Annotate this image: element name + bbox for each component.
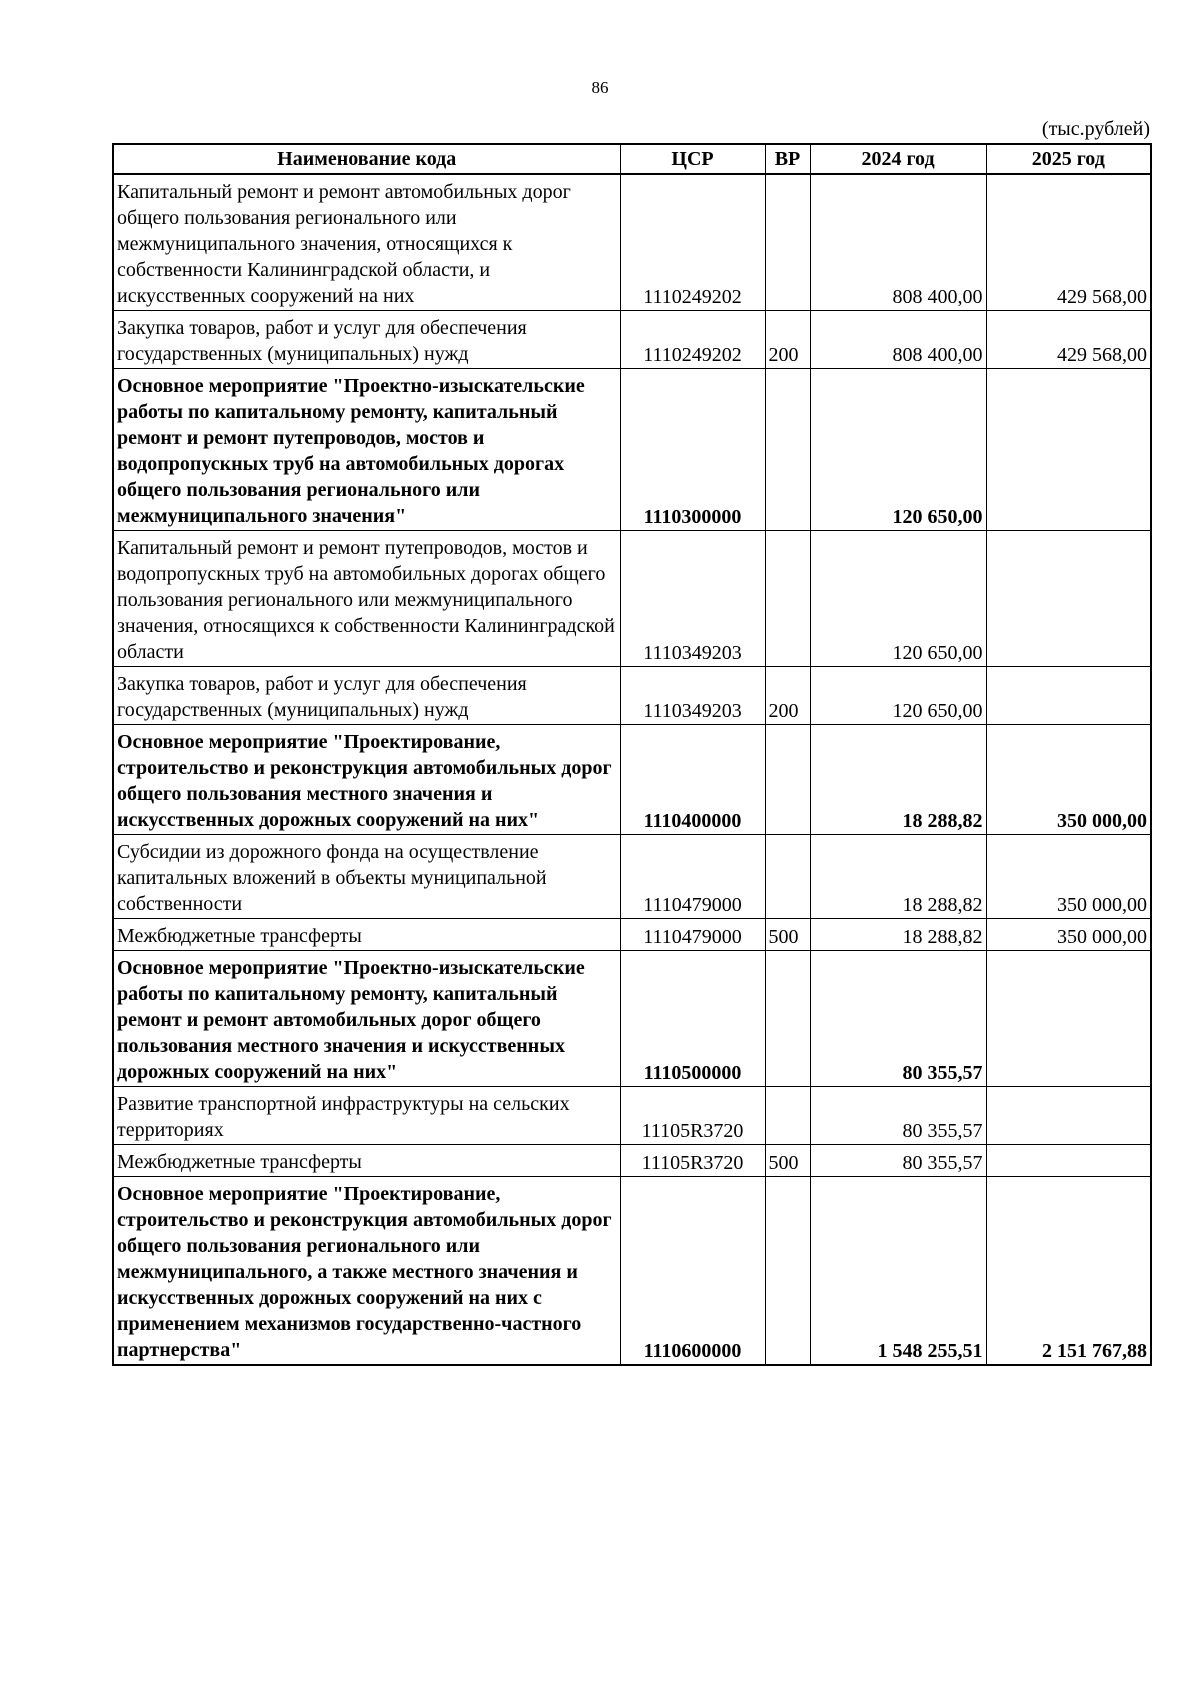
row-csr: 1110249202 <box>620 174 765 311</box>
header-2025: 2025 год <box>986 144 1151 174</box>
table-row <box>113 531 1151 667</box>
row-vr: 500 <box>765 1145 810 1177</box>
row-csr: 11105R3720 <box>620 1087 765 1145</box>
row-2024: 18 288,82 <box>810 835 986 919</box>
row-2024: 18 288,82 <box>810 919 986 951</box>
row-csr: 1110500000 <box>620 951 765 1087</box>
row-csr: 1110349203 <box>620 531 765 667</box>
row-csr: 1110479000 <box>620 835 765 919</box>
table-row <box>113 667 1151 725</box>
row-2025 <box>986 951 1151 1087</box>
header-vr: ВР <box>765 144 810 174</box>
row-2025 <box>986 531 1151 667</box>
row-csr: 11105R3720 <box>620 1145 765 1177</box>
row-2024: 18 288,82 <box>810 725 986 835</box>
row-vr <box>765 1087 810 1145</box>
units-label: (тыс.рублей) <box>1041 118 1150 140</box>
table-row-main-event <box>113 725 1151 835</box>
header-2024: 2024 год <box>810 144 986 174</box>
row-vr: 200 <box>765 311 810 369</box>
row-2025: 429 568,00 <box>986 311 1151 369</box>
row-2025: 350 000,00 <box>986 835 1151 919</box>
row-name: Основное мероприятие "Проектирование, строительство и реконструкция автомобильных дорог общего пользования местного значения и искусственных дорожных сооружений на них" <box>113 725 620 835</box>
row-2025 <box>986 1087 1151 1145</box>
table-row-main-event <box>113 1177 1151 1366</box>
row-vr <box>765 531 810 667</box>
row-vr <box>765 174 810 311</box>
row-name: Развитие транспортной инфраструктуры на сельских территориях <box>113 1087 620 1145</box>
row-vr <box>765 725 810 835</box>
row-csr: 1110479000 <box>620 919 765 951</box>
row-2025 <box>986 667 1151 725</box>
row-2025: 350 000,00 <box>986 919 1151 951</box>
table-row <box>113 1087 1151 1145</box>
row-2025 <box>986 369 1151 531</box>
row-vr: 500 <box>765 919 810 951</box>
row-csr: 1110249202 <box>620 311 765 369</box>
table-row <box>113 835 1151 919</box>
row-vr <box>765 835 810 919</box>
row-csr: 1110300000 <box>620 369 765 531</box>
row-2024: 120 650,00 <box>810 667 986 725</box>
table-row <box>113 1145 1151 1177</box>
row-2024: 80 355,57 <box>810 951 986 1087</box>
row-name: Закупка товаров, работ и услуг для обеспечения государственных (муниципальных) нужд <box>113 311 620 369</box>
row-2024: 808 400,00 <box>810 311 986 369</box>
row-vr: 200 <box>765 667 810 725</box>
row-2025: 2 151 767,88 <box>986 1177 1151 1366</box>
table-row-main-event <box>113 951 1151 1087</box>
budget-table <box>112 143 1152 1366</box>
row-name: Капитальный ремонт и ремонт путепроводов, мостов и водопропускных труб на автомобильных дорогах общего пользования регионального или межмуниципального значения, относящихся к собственности Калининградской области <box>113 531 620 667</box>
row-name: Основное мероприятие "Проектно-изыскательские работы по капитальному ремонту, капитальный ремонт и ремонт путепроводов, мостов и водопропускных труб на автомобильных дорогах общего пользования регионального или межмуниципального значения" <box>113 369 620 531</box>
row-name: Капитальный ремонт и ремонт автомобильных дорог общего пользования регионального или межмуниципального значения, относящихся к собственности Калининградской области, и искусственных сооружений на них <box>113 174 620 311</box>
row-2025: 350 000,00 <box>986 725 1151 835</box>
row-2024: 80 355,57 <box>810 1145 986 1177</box>
row-2024: 120 650,00 <box>810 369 986 531</box>
row-2024: 120 650,00 <box>810 531 986 667</box>
row-2024: 808 400,00 <box>810 174 986 311</box>
row-csr: 1110349203 <box>620 667 765 725</box>
row-name: Межбюджетные трансферты <box>113 919 620 951</box>
table-row <box>113 311 1151 369</box>
header-csr: ЦСР <box>620 144 765 174</box>
row-2025: 429 568,00 <box>986 174 1151 311</box>
row-name: Субсидии из дорожного фонда на осуществление капитальных вложений в объекты муниципальной собственности <box>113 835 620 919</box>
page-number: 86 <box>591 78 609 97</box>
row-2025 <box>986 1145 1151 1177</box>
table-row-main-event <box>113 369 1151 531</box>
table-header-row <box>113 144 1151 174</box>
row-vr <box>765 951 810 1087</box>
row-vr <box>765 1177 810 1366</box>
header-name: Наименование кода <box>113 144 620 174</box>
table-row <box>113 919 1151 951</box>
row-vr <box>765 369 810 531</box>
table-row <box>113 174 1151 311</box>
row-csr: 1110400000 <box>620 725 765 835</box>
row-2024: 1 548 255,51 <box>810 1177 986 1366</box>
row-name: Основное мероприятие "Проектно-изыскательские работы по капитальному ремонту, капитальный ремонт и ремонт автомобильных дорог общего пользования местного значения и искусственных дорожных сооружений на них" <box>113 951 620 1087</box>
row-name: Основное мероприятие "Проектирование, строительство и реконструкция автомобильных дорог общего пользования регионального или межмуниципального, а также местного значения и искусственных дорожных сооружений на них с применением механизмов государственно-частного партнерства" <box>113 1177 620 1366</box>
row-csr: 1110600000 <box>620 1177 765 1366</box>
row-name: Межбюджетные трансферты <box>113 1145 620 1177</box>
row-2024: 80 355,57 <box>810 1087 986 1145</box>
row-name: Закупка товаров, работ и услуг для обеспечения государственных (муниципальных) нужд <box>113 667 620 725</box>
